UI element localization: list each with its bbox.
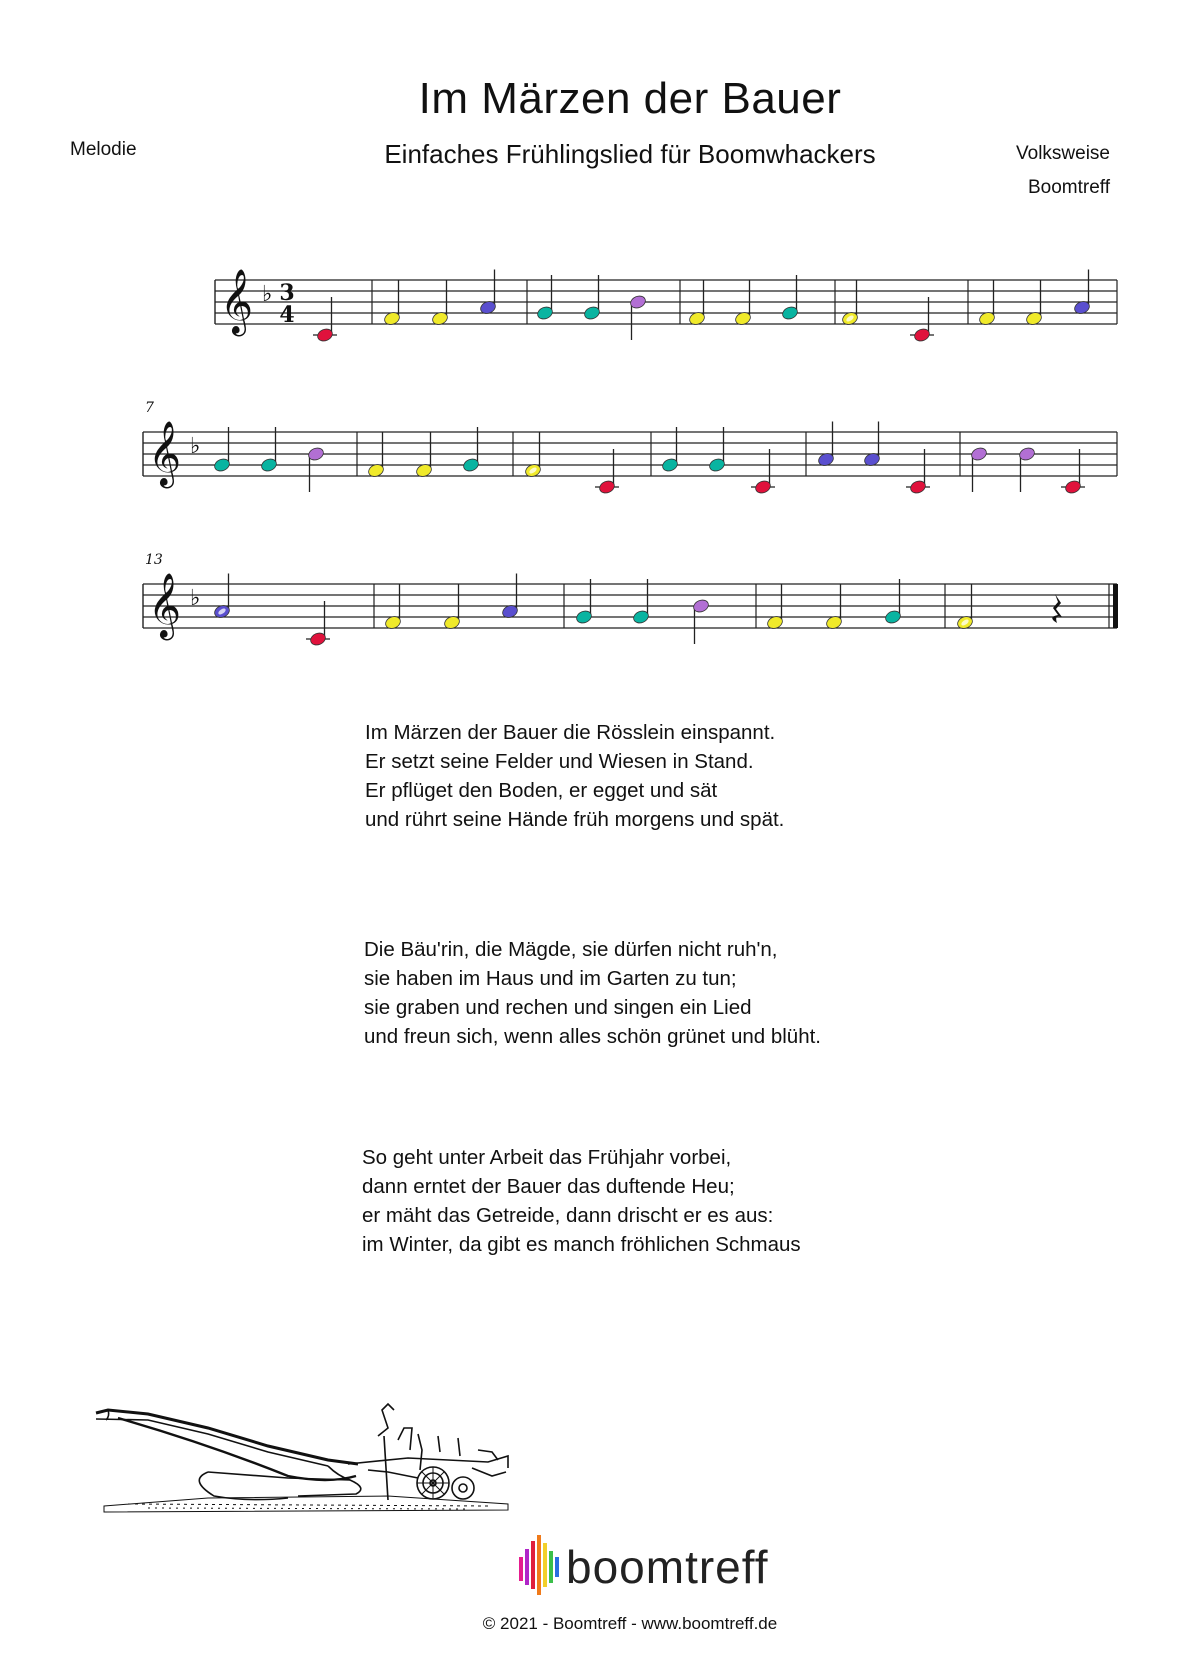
page-title: Im Märzen der Bauer	[418, 74, 842, 123]
treble-clef-icon: 𝄞	[220, 269, 254, 334]
verse-line: sie haben im Haus und im Garten zu tun;	[364, 967, 737, 990]
composer-credit: Volksweise	[1016, 143, 1110, 164]
verse-line: Er pflüget den Boden, er egget und sät	[365, 779, 718, 802]
sheet-music-score	[0, 0, 1182, 700]
plough-illustration	[88, 1380, 548, 1520]
arranger-credit: Boomtreff	[1027, 177, 1110, 198]
treble-clef-icon: 𝄞	[148, 573, 182, 638]
verse-3	[362, 1143, 801, 1259]
key-signature-flat-icon: ♭	[262, 282, 273, 307]
final-barline-thick	[1113, 584, 1118, 628]
measure-number-7: 7	[145, 400, 154, 416]
copyright-footer: © 2021 - Boomtreff - www.boomtreff.de	[482, 1614, 778, 1633]
verse-line: sie graben und rechen und singen ein Lied	[364, 996, 752, 1019]
key-signature-flat-icon: ♭	[190, 586, 201, 611]
part-label: Melodie	[70, 139, 137, 160]
boomtreff-logo-text: boomtreff	[566, 1541, 769, 1593]
verse-line: So geht unter Arbeit das Frühjahr vorbei,	[362, 1146, 732, 1169]
verse-line: Er setzt seine Felder und Wiesen in Stand.	[365, 750, 754, 773]
time-signature-top: 3	[279, 280, 295, 306]
key-signature-flat-icon: ♭	[190, 434, 201, 459]
verse-2	[364, 935, 821, 1051]
verse-1	[365, 718, 784, 834]
verse-line: und freun sich, wenn alles schön grünet und blüht.	[364, 1025, 821, 1048]
boomtreff-logo-bars	[519, 1535, 565, 1595]
verse-line: im Winter, da gibt es manch fröhlichen Schmaus	[362, 1233, 801, 1256]
verse-line: Im Märzen der Bauer die Rösslein einspannt.	[365, 721, 776, 744]
verse-line: er mäht das Getreide, dann drischt er es aus:	[362, 1204, 774, 1227]
treble-clef-icon: 𝄞	[148, 421, 182, 486]
verse-line: und rührt seine Hände früh morgens und spät.	[365, 808, 785, 831]
quarter-rest-icon	[1052, 594, 1062, 623]
verse-line: Die Bäu'rin, die Mägde, sie dürfen nicht ruh'n,	[364, 938, 778, 961]
page-subtitle: Einfaches Frühlingslied für Boomwhackers	[384, 139, 876, 169]
time-signature-bottom: 4	[279, 302, 295, 328]
verse-line: dann erntet der Bauer das duftende Heu;	[362, 1175, 735, 1198]
measure-number-13: 13	[145, 552, 163, 568]
